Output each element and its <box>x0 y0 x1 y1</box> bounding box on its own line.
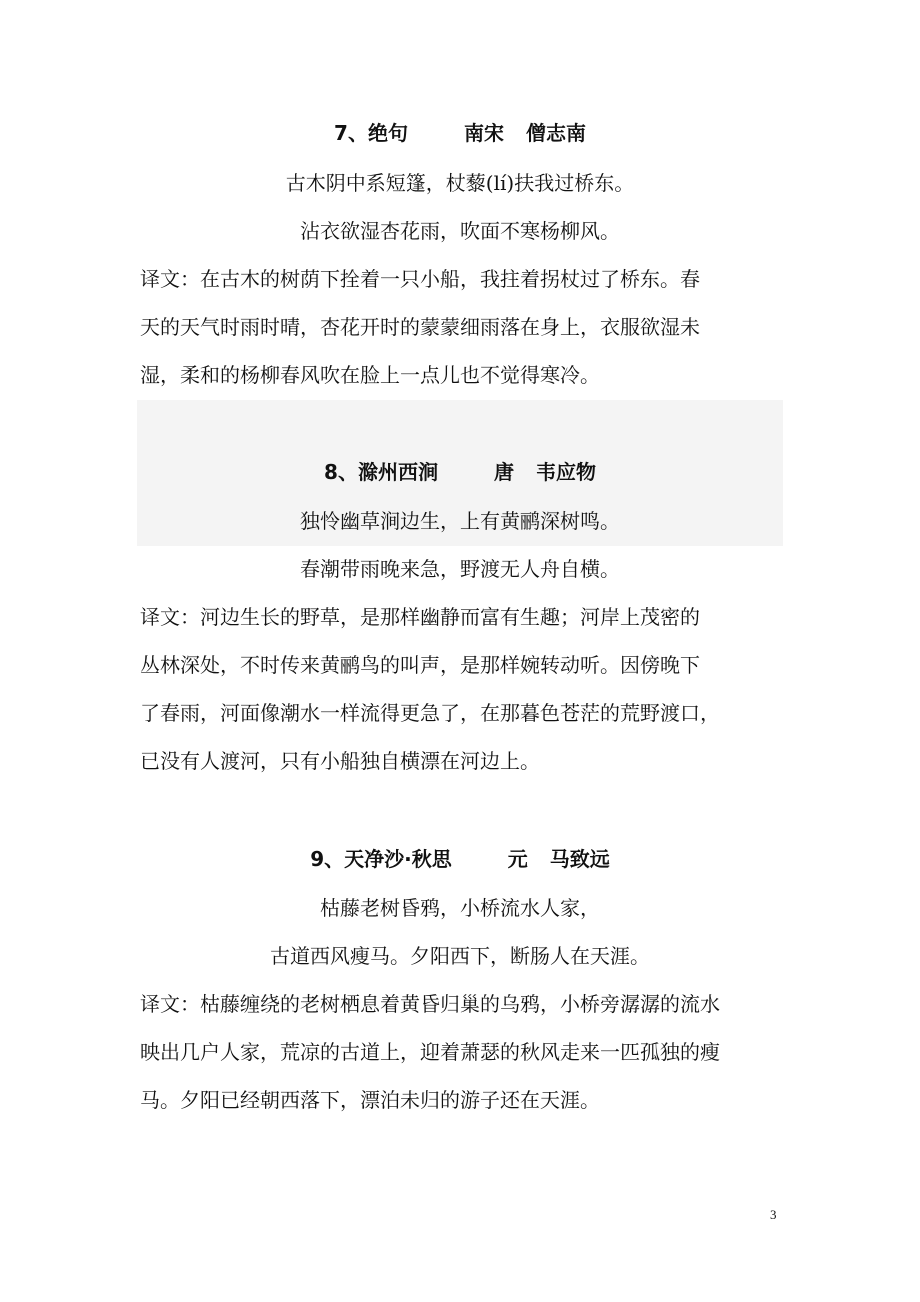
poem-dynasty: 元 <box>507 847 528 871</box>
poem-number: 8、 <box>324 460 358 484</box>
translation-line: 已没有人渡河，只有小船独自横漂在河边上。 <box>140 749 540 773</box>
poem-number: 7、 <box>334 121 368 145</box>
poem-dynasty: 唐 <box>493 460 514 484</box>
translation-line: 映出几户人家，荒凉的古道上，迎着萧瑟的秋风走来一匹孤独的瘦 <box>140 1040 720 1064</box>
poem-line: 独怜幽草涧边生，上有黄鹂深树鸣。 <box>300 509 620 533</box>
translation-line: 译文：在古木的树荫下拴着一只小船，我拄着拐杖过了桥东。春 <box>140 267 700 291</box>
poem-author: 韦应物 <box>535 460 596 484</box>
poem-name: 滁州西涧 <box>357 460 438 484</box>
translation-line: 译文：枯藤缠绕的老树栖息着黄昏归巢的乌鸦，小桥旁潺潺的流水 <box>140 992 720 1016</box>
translation-line: 湿，柔和的杨柳春风吹在脸上一点儿也不觉得寒冷。 <box>140 363 600 387</box>
translation-line: 丛林深处，不时传来黄鹂鸟的叫声，是那样婉转动听。因傍晚下 <box>140 653 700 677</box>
poem-name: 天净沙·秋思 <box>344 847 452 871</box>
translation-line: 译文：河边生长的野草，是那样幽静而富有生趣；河岸上茂密的 <box>140 605 700 629</box>
poem-number: 9、 <box>310 847 345 871</box>
translation-line: 天的天气时雨时晴，杏花开时的蒙蒙细雨落在身上，衣服欲湿未 <box>140 315 700 339</box>
poem-dynasty: 南宋 <box>463 121 504 145</box>
translation-line: 了春雨，河面像潮水一样流得更急了，在那暮色苍茫的荒野渡口， <box>140 701 720 725</box>
poem-title <box>140 118 780 148</box>
poem-line: 沾衣欲湿杏花雨，吹面不寒杨柳风。 <box>300 219 620 243</box>
page-number: 3 <box>770 1207 777 1222</box>
poem-line: 古道西风瘦马。夕阳西下，断肠人在天涯。 <box>270 944 650 968</box>
translation-line: 马。夕阳已经朝西落下，漂泊未归的游子还在天涯。 <box>140 1088 600 1112</box>
poem-author: 僧志南 <box>525 121 586 145</box>
poem-title <box>140 844 780 874</box>
poem-author: 马致远 <box>549 847 610 871</box>
poem-name: 绝句 <box>367 121 408 145</box>
poem-title <box>140 457 780 487</box>
poem-line: 枯藤老树昏鸦，小桥流水人家， <box>320 896 600 920</box>
poem-line: 春潮带雨晚来急，野渡无人舟自横。 <box>300 557 620 581</box>
poem-line: 古木阴中系短篷，杖藜(lí)扶我过桥东。 <box>285 171 635 195</box>
